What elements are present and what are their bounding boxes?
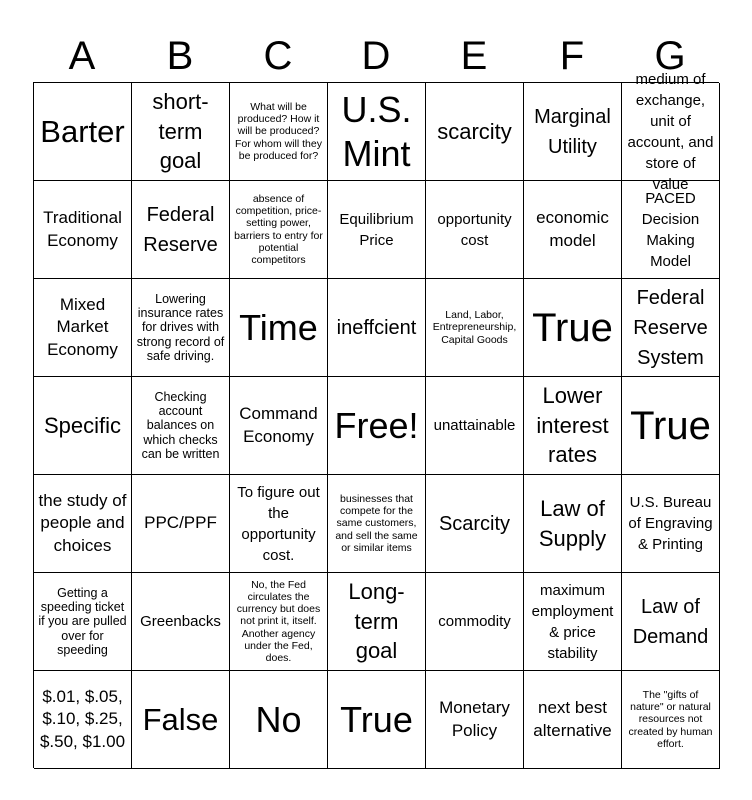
bingo-cell: commodity xyxy=(426,573,524,671)
bingo-cell: Law of Demand xyxy=(622,573,720,671)
bingo-cell: Command Economy xyxy=(230,377,328,475)
bingo-cell: unattainable xyxy=(426,377,524,475)
bingo-cell: Lower interest rates xyxy=(524,377,622,475)
bingo-cell: Greenbacks xyxy=(132,573,230,671)
bingo-cell: Equilibrium Price xyxy=(328,181,426,279)
bingo-cell: Marginal Utility xyxy=(524,83,622,181)
bingo-cell: Scarcity xyxy=(426,475,524,573)
bingo-cell: maximum employment & price stability xyxy=(524,573,622,671)
bingo-cell: absence of competition, price-setting power, barriers to entry for potential competitors xyxy=(230,181,328,279)
header-letter-e: E xyxy=(460,34,488,78)
bingo-cell: the study of people and choices xyxy=(34,475,132,573)
bingo-cell: Free! xyxy=(328,377,426,475)
bingo-cell: No, the Fed circulates the currency but does not print it, itself. Another agency under the Fed, does. xyxy=(230,573,328,671)
bingo-cell: Time xyxy=(230,279,328,377)
bingo-cell: False xyxy=(132,671,230,769)
bingo-cell: No xyxy=(230,671,328,769)
bingo-cell: Specific xyxy=(34,377,132,475)
header-letter-b: B xyxy=(166,34,194,78)
bingo-cell: $.01, $.05, $.10, $.25, $.50, $1.00 xyxy=(34,671,132,769)
bingo-cell: Getting a speeding ticket if you are pulled over for speeding xyxy=(34,573,132,671)
bingo-cell: True xyxy=(328,671,426,769)
header-letter-d: D xyxy=(361,34,391,78)
bingo-cell: PPC/PPF xyxy=(132,475,230,573)
bingo-cell: To figure out the opportunity cost. xyxy=(230,475,328,573)
bingo-cell: Lowering insurance rates for drives with strong record of safe driving. xyxy=(132,279,230,377)
bingo-cell: Land, Labor, Entrepreneurship, Capital Goods xyxy=(426,279,524,377)
bingo-cell: Law of Supply xyxy=(524,475,622,573)
bingo-cell: economic model xyxy=(524,181,622,279)
bingo-cell: Checking account balances on which checks can be written xyxy=(132,377,230,475)
bingo-cell: businesses that compete for the same customers, and sell the same or similar items xyxy=(328,475,426,573)
header-letter-g: G xyxy=(654,34,686,78)
bingo-cell: U.S. Bureau of Engraving & Printing xyxy=(622,475,720,573)
bingo-cell: Long-term goal xyxy=(328,573,426,671)
bingo-grid xyxy=(33,70,719,768)
bingo-cell: PACED Decision Making Model xyxy=(622,181,720,279)
bingo-cell: U.S. Mint xyxy=(328,83,426,181)
bingo-cell: ineffcient xyxy=(328,279,426,377)
header-letter-c: C xyxy=(263,34,293,78)
bingo-cell: What will be produced? How it will be produced? For whom will they be produced for? xyxy=(230,83,328,181)
bingo-cell: True xyxy=(622,377,720,475)
bingo-cell: Federal Reserve xyxy=(132,181,230,279)
bingo-cell: opportunity cost xyxy=(426,181,524,279)
bingo-cell: Federal Reserve System xyxy=(622,279,720,377)
bingo-cell: True xyxy=(524,279,622,377)
header-letter-a: A xyxy=(68,34,96,78)
bingo-cell: Traditional Economy xyxy=(34,181,132,279)
bingo-cell: scarcity xyxy=(426,83,524,181)
bingo-cell: Mixed Market Economy xyxy=(34,279,132,377)
bingo-cell: medium of exchange, unit of account, and store of value xyxy=(622,83,720,181)
bingo-header xyxy=(33,30,719,82)
bingo-cell: Monetary Policy xyxy=(426,671,524,769)
bingo-cell: short-term goal xyxy=(132,83,230,181)
bingo-cell: Barter xyxy=(34,83,132,181)
bingo-cell: next best alternative xyxy=(524,671,622,769)
header-letter-f: F xyxy=(559,34,585,78)
bingo-cell: The "gifts of nature" or natural resources not created by human effort. xyxy=(622,671,720,769)
